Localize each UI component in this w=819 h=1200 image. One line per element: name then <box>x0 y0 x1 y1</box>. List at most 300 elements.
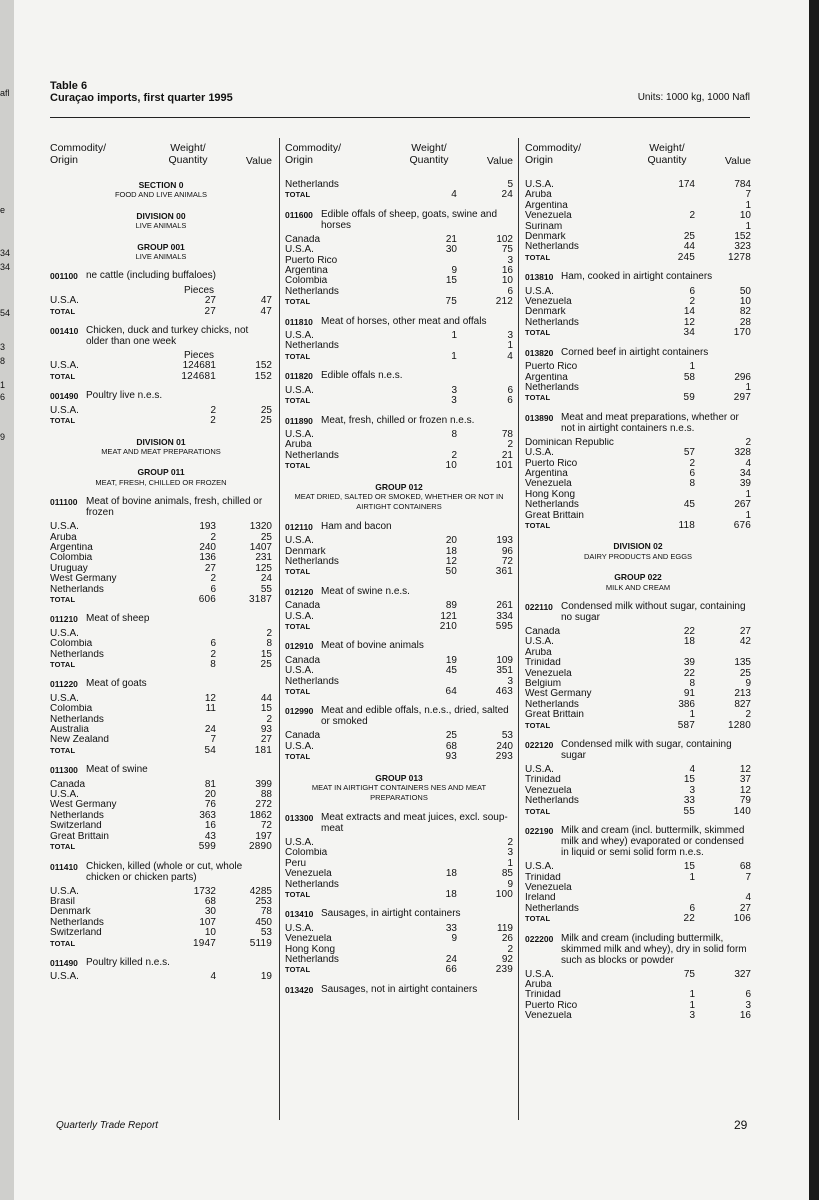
origin-cell: West Germany <box>50 800 117 811</box>
origin-cell: Great Brittain <box>525 510 584 521</box>
commodity-heading <box>50 861 272 883</box>
value-cell: 15 <box>260 703 272 715</box>
value-cell: 152 <box>734 231 751 243</box>
commodity-heading <box>50 496 272 518</box>
header-origin: Origin <box>525 154 554 166</box>
commodity-code: 012910 <box>285 641 314 652</box>
value-cell: 1 <box>745 199 751 211</box>
origin-cell: Venezuela <box>525 297 572 308</box>
commodity-description: Chicken, killed (whole or cut, whole chicken or chicken parts) <box>86 860 243 883</box>
commodity-code: 022120 <box>525 740 554 751</box>
header-commodity: Commodity/ <box>285 142 342 154</box>
commodity-heading <box>285 812 513 834</box>
weight-cell: 121 <box>440 610 457 622</box>
weight-cell: 22 <box>683 913 695 925</box>
origin-cell: New Zealand <box>50 735 109 746</box>
table-row <box>50 800 272 810</box>
value-cell: 784 <box>734 179 751 190</box>
weight-cell: 363 <box>199 809 216 821</box>
weight-cell: 25 <box>683 231 695 243</box>
commodity-description: Poultry killed n.e.s. <box>86 956 170 968</box>
value-cell: 24 <box>260 573 272 585</box>
origin-cell: Hong Kong <box>525 489 576 500</box>
table-row <box>50 639 272 649</box>
origin-cell: Aruba <box>285 440 312 451</box>
origin-cell: TOTAL <box>50 842 76 852</box>
table-row <box>525 904 751 914</box>
bleed-fragment: 8 <box>0 356 6 366</box>
commodity-description: Milk and cream (incl. buttermilk, skimmed milk and whey) evaporated or condensed in liquid or semi solid form n.e.s. <box>561 825 745 859</box>
origin-cell: Ireland <box>525 893 556 904</box>
weight-cell: 6 <box>210 583 216 595</box>
weight-cell: 2 <box>210 415 216 427</box>
weight-cell: 27 <box>204 295 216 307</box>
value-cell: 152 <box>255 360 272 372</box>
table-title: Curaçao imports, first quarter 1995 <box>50 92 233 104</box>
commodity-heading <box>285 370 513 381</box>
table-row <box>525 669 751 679</box>
weight-cell: 21 <box>445 233 457 245</box>
value-cell: 595 <box>495 621 513 632</box>
origin-cell: Venezuela <box>525 785 572 796</box>
value-cell: 78 <box>501 428 513 440</box>
origin-cell: TOTAL <box>285 567 311 577</box>
table-row <box>285 440 513 450</box>
value-cell: 9 <box>507 878 513 890</box>
commodity-description: Sausages, not in airtight containers <box>321 983 478 995</box>
weight-cell: 81 <box>204 778 216 790</box>
commodity-heading <box>50 957 272 968</box>
weight-cell: 2 <box>689 296 695 308</box>
total-row <box>50 595 272 605</box>
origin-cell: Netherlands <box>285 450 339 461</box>
units-note: Units: 1000 kg, 1000 Nafl <box>637 92 750 103</box>
weight-cell: 20 <box>204 789 216 801</box>
origin-cell: Uruguay <box>50 563 88 574</box>
value-cell: 50 <box>739 285 751 297</box>
origin-cell: TOTAL <box>50 660 76 669</box>
total-row <box>285 687 513 697</box>
commodity-heading <box>285 586 513 597</box>
value-cell: 135 <box>734 657 751 669</box>
origin-cell: U.S.A. <box>285 611 314 622</box>
weight-cell <box>635 190 695 200</box>
quantity-unit: Pieces <box>183 350 214 362</box>
value-cell: 827 <box>734 698 751 710</box>
weight-cell: 386 <box>678 698 695 710</box>
origin-cell: U.S.A. <box>285 536 314 547</box>
weight-cell: 89 <box>445 600 457 612</box>
bleed-fragment: 34 <box>0 262 11 272</box>
section-heading: DIVISION 02 <box>613 541 663 552</box>
weight-cell: 50 <box>445 566 457 578</box>
origin-cell: Switzerland <box>50 821 102 832</box>
weight-cell: 136 <box>199 552 216 564</box>
weight-cell: 24 <box>204 724 216 736</box>
commodity-heading <box>50 613 272 624</box>
origin-cell: Netherlands <box>525 242 579 253</box>
origin-cell: U.S.A. <box>285 331 314 342</box>
table-row <box>285 838 513 848</box>
origin-cell: Aruba <box>525 190 552 201</box>
header-origin: Origin <box>285 154 314 166</box>
value-cell: 101 <box>495 460 513 472</box>
weight-cell: 8 <box>689 478 695 490</box>
commodity-description: Condensed milk without sugar, containing no sugar <box>561 601 746 623</box>
value-cell: 328 <box>734 447 751 459</box>
weight-cell: 11 <box>205 703 216 715</box>
total-row <box>285 461 513 471</box>
weight-cell: 2 <box>210 531 216 543</box>
total-row <box>285 622 513 632</box>
value-cell: 6 <box>745 989 751 1001</box>
value-cell: 3187 <box>248 593 272 605</box>
value-cell: 2 <box>266 713 272 725</box>
commodity-description: Edible offals n.e.s. <box>321 370 403 382</box>
table-row <box>525 438 751 448</box>
commodity-description: Meat of horses, other meat and offals <box>321 315 487 327</box>
header-weight-quantity <box>627 142 707 166</box>
commodity-description: Meat of bovine animals <box>321 640 424 652</box>
origin-cell: U.S.A. <box>525 448 554 459</box>
value-cell: 1 <box>507 857 513 869</box>
value-cell: 213 <box>734 688 751 700</box>
weight-cell <box>397 848 457 858</box>
weight-cell: 55 <box>683 805 695 817</box>
commodity-description: Meat, fresh, chilled or frozen n.e.s. <box>321 414 475 426</box>
commodity-heading <box>525 412 751 434</box>
origin-cell: Puerto Rico <box>525 362 578 373</box>
weight-cell: 68 <box>445 740 457 752</box>
total-row <box>285 396 513 406</box>
weight-cell: 8 <box>210 659 216 670</box>
origin-cell: U.S.A. <box>50 972 79 983</box>
origin-cell: TOTAL <box>525 328 551 338</box>
commodity-heading <box>525 347 751 358</box>
value-cell: 323 <box>734 241 751 253</box>
value-cell: 297 <box>733 392 751 404</box>
weight-cell: 43 <box>204 830 216 842</box>
table-row <box>285 848 513 858</box>
table-row <box>285 547 513 557</box>
commodity-code: 011220 <box>50 679 78 690</box>
weight-cell: 33 <box>683 795 695 807</box>
bleed-fragment: 34 <box>0 248 11 258</box>
origin-cell: Canada <box>285 731 321 742</box>
weight-cell <box>635 893 695 903</box>
origin-cell: TOTAL <box>285 687 311 697</box>
scan-margin-right <box>809 0 819 1200</box>
table-row <box>50 406 272 416</box>
weight-cell: 1 <box>451 350 457 362</box>
origin-cell: Hong Kong <box>285 944 336 955</box>
value-cell: 47 <box>260 295 272 307</box>
bleed-through-text <box>0 0 14 1200</box>
value-cell: 72 <box>501 555 513 567</box>
value-cell: 37 <box>739 774 751 786</box>
commodity-description: Meat of swine n.e.s. <box>321 585 410 597</box>
origin-cell: TOTAL <box>285 752 311 762</box>
weight-cell: 6 <box>689 902 695 914</box>
weight-cell: 15 <box>445 275 457 287</box>
origin-cell: TOTAL <box>525 393 551 403</box>
origin-cell: Colombia <box>50 704 93 715</box>
value-cell: 12 <box>739 784 751 796</box>
origin-cell: Colombia <box>285 848 328 859</box>
table-row <box>50 650 272 660</box>
origin-cell: TOTAL <box>50 594 76 604</box>
commodity-code: 013300 <box>285 812 314 823</box>
weight-cell: 193 <box>199 521 216 533</box>
table-row <box>525 201 751 211</box>
section-heading: DIVISION 00 <box>136 210 186 221</box>
table-row <box>285 451 513 461</box>
commodity-description: Ham, cooked in airtight containers <box>561 271 713 283</box>
table-row <box>525 500 751 510</box>
origin-cell: West Germany <box>525 689 592 700</box>
origin-cell: Colombia <box>285 276 328 287</box>
value-cell: 16 <box>739 1010 751 1022</box>
table-row <box>285 880 513 890</box>
value-cell: 2 <box>266 627 272 639</box>
table-row <box>525 232 751 242</box>
table-row <box>525 180 751 190</box>
weight-cell: 91 <box>683 688 695 700</box>
origin-cell: Netherlands <box>50 584 104 595</box>
section-heading: GROUP 001 <box>137 241 185 252</box>
value-cell: 47 <box>260 305 272 317</box>
commodity-code: 011100 <box>50 497 78 508</box>
origin-cell: Netherlands <box>525 500 579 511</box>
table-row <box>50 907 272 917</box>
total-row <box>525 253 751 263</box>
value-cell <box>695 980 751 990</box>
origin-cell: TOTAL <box>285 965 311 975</box>
weight-cell: 68 <box>204 895 216 907</box>
weight-cell: 14 <box>683 306 695 318</box>
origin-cell: Netherlands <box>525 382 579 393</box>
value-cell: 450 <box>255 916 272 928</box>
table-row <box>50 725 272 735</box>
origin-cell: Denmark <box>525 307 566 318</box>
value-cell: 6 <box>507 395 513 407</box>
value-cell: 181 <box>254 744 272 756</box>
commodity-heading <box>50 390 272 401</box>
weight-cell: 1947 <box>192 937 216 949</box>
weight-cell: 2 <box>210 648 216 660</box>
total-row <box>50 416 272 426</box>
weight-cell: 75 <box>683 968 695 980</box>
origin-cell: U.S.A. <box>285 385 314 396</box>
origin-cell: Puerto Rico <box>525 458 578 469</box>
weight-cell <box>635 980 695 990</box>
table-row <box>50 522 272 532</box>
weight-cell: 59 <box>683 392 695 404</box>
origin-cell: Belgium <box>525 679 562 690</box>
section-heading: SECTION 0 <box>138 180 184 190</box>
value-cell: 1 <box>745 381 751 393</box>
weight-cell: 34 <box>683 327 695 339</box>
total-row <box>50 372 272 382</box>
weight-cell <box>397 440 457 450</box>
origin-cell: Switzerland <box>50 928 102 939</box>
table-row <box>285 430 513 440</box>
value-cell: 4 <box>507 350 513 362</box>
bleed-fragment: afl <box>0 88 10 98</box>
value-cell: 197 <box>255 830 272 842</box>
weight-cell: 33 <box>445 922 457 934</box>
total-row <box>285 965 513 975</box>
commodity-heading <box>285 316 513 327</box>
weight-cell: 2 <box>210 573 216 585</box>
origin-cell: U.S.A. <box>50 693 79 704</box>
commodity-description: Sausages, in airtight containers <box>321 908 461 920</box>
weight-cell: 245 <box>677 251 695 263</box>
total-row <box>285 352 513 362</box>
total-row <box>50 307 272 317</box>
value-cell: 10 <box>501 275 513 287</box>
weight-cell: 57 <box>683 447 695 459</box>
weight-cell: 10 <box>445 460 457 472</box>
weight-cell: 10 <box>204 927 216 939</box>
origin-cell: Netherlands <box>285 556 339 567</box>
table-row <box>525 1001 751 1011</box>
weight-cell: 54 <box>204 744 216 756</box>
table-row <box>50 574 272 584</box>
weight-cell: 1 <box>689 989 695 1001</box>
table-row <box>50 918 272 928</box>
table-row <box>50 790 272 800</box>
table-row <box>285 869 513 879</box>
section-subheading: LIVE ANIMALS <box>135 252 187 262</box>
table-row <box>285 742 513 752</box>
origin-cell: Canada <box>285 601 321 612</box>
table-row <box>50 928 272 938</box>
commodity-description: Meat and edible offals, n.e.s., dried, salted or smoked <box>321 705 509 728</box>
origin-cell: Colombia <box>50 639 93 650</box>
commodity-description: Poultry live n.e.s. <box>86 390 163 402</box>
table-row <box>50 704 272 714</box>
value-cell: 93 <box>260 724 272 736</box>
weight-cell: 44 <box>683 241 695 253</box>
origin-cell: TOTAL <box>525 914 551 924</box>
table-column-3 <box>525 138 751 1022</box>
commodity-description: Chicken, duck and turkey chicks, not older than one week <box>86 325 249 348</box>
commodity-heading <box>285 908 513 919</box>
table-row <box>525 362 751 372</box>
page-header <box>50 80 750 104</box>
weight-cell <box>156 629 216 639</box>
origin-cell: U.S.A. <box>285 923 314 934</box>
table-row <box>525 479 751 489</box>
weight-cell <box>397 838 457 848</box>
value-cell: 1280 <box>727 719 751 731</box>
header-quantity: Quantity <box>647 154 687 166</box>
origin-cell: TOTAL <box>285 622 311 631</box>
origin-cell: TOTAL <box>50 938 76 948</box>
origin-cell: TOTAL <box>285 396 311 406</box>
total-row <box>285 567 513 577</box>
header-weight-quantity <box>389 142 469 166</box>
origin-cell: Aruba <box>525 647 552 658</box>
origin-cell: TOTAL <box>525 720 551 730</box>
origin-cell: TOTAL <box>50 745 76 755</box>
weight-cell: 107 <box>199 916 216 928</box>
origin-cell: TOTAL <box>285 190 311 200</box>
value-cell: 25 <box>260 531 272 543</box>
table-row <box>50 735 272 745</box>
weight-cell: 3 <box>451 395 457 407</box>
header-weight: Weight/ <box>649 142 685 154</box>
commodity-heading <box>285 415 513 426</box>
origin-cell: Dominican Republic <box>525 437 614 448</box>
commodity-heading <box>285 984 513 995</box>
value-cell: 26 <box>501 933 513 945</box>
origin-cell: Aruba <box>50 532 77 543</box>
total-row <box>285 190 513 200</box>
origin-cell: U.S.A. <box>285 666 314 677</box>
value-cell: 170 <box>733 327 751 339</box>
value-cell: 42 <box>739 636 751 648</box>
header-commodity: Commodity/ <box>525 142 582 154</box>
header-weight-quantity <box>148 142 228 166</box>
value-cell: 1862 <box>249 809 272 821</box>
value-cell: 240 <box>496 740 513 752</box>
origin-cell: TOTAL <box>525 252 551 262</box>
value-cell: 3 <box>507 675 513 687</box>
origin-cell: Netherlands <box>525 903 579 914</box>
column-header <box>50 138 272 166</box>
commodity-heading <box>285 209 513 231</box>
origin-cell: Brasil <box>50 896 76 907</box>
origin-cell: U.S.A. <box>525 969 554 980</box>
value-cell: 53 <box>260 927 272 939</box>
value-cell: 3 <box>745 999 751 1011</box>
origin-cell: U.S.A. <box>285 741 314 752</box>
origin-cell: Venezuela <box>525 1011 572 1022</box>
table-row <box>525 679 751 689</box>
table-row <box>50 543 272 553</box>
total-row <box>525 393 751 403</box>
origin-cell: Argentina <box>50 542 93 553</box>
section-heading: DIVISION 01 <box>136 436 186 447</box>
origin-cell: Canada <box>285 234 321 245</box>
origin-cell: Venezuela <box>525 479 572 490</box>
weight-cell: 3 <box>689 784 695 796</box>
origin-cell: Netherlands <box>525 317 579 328</box>
origin-cell: Netherlands <box>285 341 339 352</box>
commodity-heading <box>525 739 751 761</box>
table-row <box>50 715 272 725</box>
commodity-code: 011810 <box>285 316 313 327</box>
table-row <box>525 383 751 393</box>
weight-cell: 30 <box>204 906 216 918</box>
value-cell: 351 <box>496 665 513 677</box>
origin-cell: Aruba <box>525 979 552 990</box>
table-row <box>525 448 751 458</box>
origin-cell: TOTAL <box>525 520 551 530</box>
column-divider <box>518 138 519 1120</box>
value-cell: 361 <box>495 566 513 578</box>
table-row <box>525 710 751 720</box>
value-cell: 119 <box>497 922 513 934</box>
table-row <box>525 775 751 785</box>
origin-cell: U.S.A. <box>525 180 554 190</box>
commodity-description: Milk and cream (including buttermilk, skimmed milk and whey), dry in solid form such as blocks or powder <box>561 932 747 966</box>
weight-cell: 12 <box>445 555 457 567</box>
origin-cell: U.S.A. <box>525 765 554 776</box>
table-row <box>525 297 751 307</box>
